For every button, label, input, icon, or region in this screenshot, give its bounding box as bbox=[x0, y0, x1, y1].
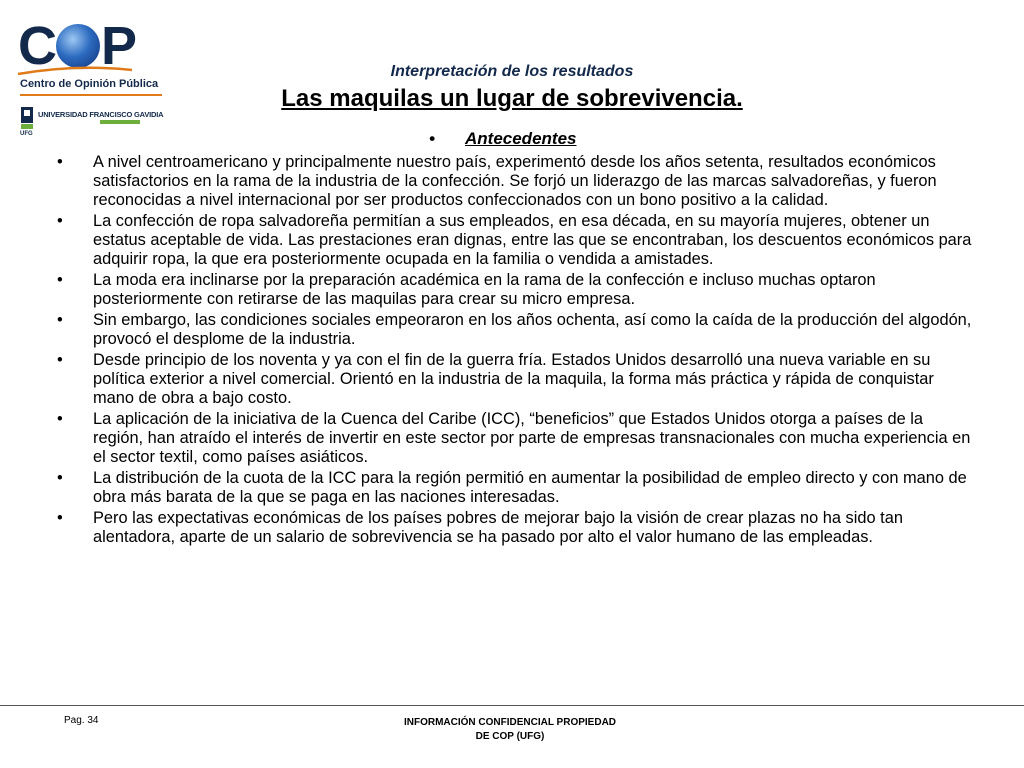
confidential-line-2: DE COP (UFG) bbox=[475, 731, 545, 742]
list-item: • La moda era inclinarse por la preparación académica en la rama de la confección e incluso muchas optaron posteriormente con retirarse de las maquilas para crear su micro empresa. bbox=[55, 271, 975, 309]
logo-university-underline bbox=[100, 120, 140, 124]
section-heading-text: Antecedentes bbox=[465, 129, 577, 148]
confidential-line-1: INFORMACIÓN CONFIDENCIAL PROPIEDAD bbox=[403, 717, 617, 728]
globe-icon bbox=[56, 24, 100, 68]
slide-subtitle: Interpretación de los resultados bbox=[390, 63, 634, 80]
section-heading bbox=[429, 129, 576, 149]
logo-ufg: UFG bbox=[20, 131, 33, 137]
list-item: • Sin embargo, las condiciones sociales empeoraron en los años ochenta, así como la caída de la producción del algodón, provocó el desplome de la industria. bbox=[55, 311, 975, 349]
list-item: • Pero las expectativas económicas de los países pobres de mejorar bajo la visión de crear plazas no ha sido tan alentadora, aparte de un salario de sobrevivencia se ha pasado por alto el valor humano de las empleadas. bbox=[55, 509, 975, 547]
logo-letter-p: P bbox=[101, 16, 136, 76]
list-item: • La aplicación de la iniciativa de la Cuenca del Caribe (ICC), “beneficios” que Estados Unidos otorga a países de la región, han atraído el interés de invertir en este sector por parte de empresas transnacionales con mucha experiencia en el sector textil, como países asiáticos. bbox=[55, 410, 975, 467]
list-item: • A nivel centroamericano y principalmente nuestro país, experimentó desde los años setenta, resultados económicos satisfactorios en la rama de la industria de la confección. Se forjó un liderazgo de las marcas salvadoreñas, y fueron reconocidas a nivel internacional por ser productos confeccionados con un bono positivo a la calidad. bbox=[55, 153, 975, 210]
logo-university-name: UNIVERSIDAD FRANCISCO GAVIDIA bbox=[38, 110, 164, 119]
list-item: • La confección de ropa salvadoreña permitían a sus empleados, en esa década, en su mayoría mujeres, obtener un estatus aceptable de vida. Las prestaciones eran dignas, entre las que se encontraban, los descuentos económicos para adquirir ropa, la que era posteriormente ocupada en la familia o vendida a amistades. bbox=[55, 212, 975, 269]
list-item: • La distribución de la cuota de la ICC para la región permitió en aumentar la posibilidad de empleo directo y con mano de obra más barata de la que se paga en las naciones interesadas. bbox=[55, 469, 975, 507]
section-bullet: • bbox=[429, 129, 435, 148]
slide-title: Las maquilas un lugar de sobrevivencia. bbox=[281, 85, 743, 112]
page-number: Pag. 34 bbox=[64, 715, 99, 726]
bullet-list bbox=[55, 153, 975, 549]
footer-divider bbox=[0, 705, 1024, 706]
logo-center-name: Centro de Opinión Pública bbox=[20, 78, 159, 90]
list-item: • Desde principio de los noventa y ya con el fin de la guerra fría. Estados Unidos desarrolló una nueva variable en su política exterior a nivel comercial. Orientó en la industria de la maquila, la forma más práctica y rápida de conquistar mano de obra a bajo costo. bbox=[55, 351, 975, 408]
confidential-notice bbox=[360, 716, 660, 744]
logo-letter-c: C bbox=[18, 16, 55, 76]
